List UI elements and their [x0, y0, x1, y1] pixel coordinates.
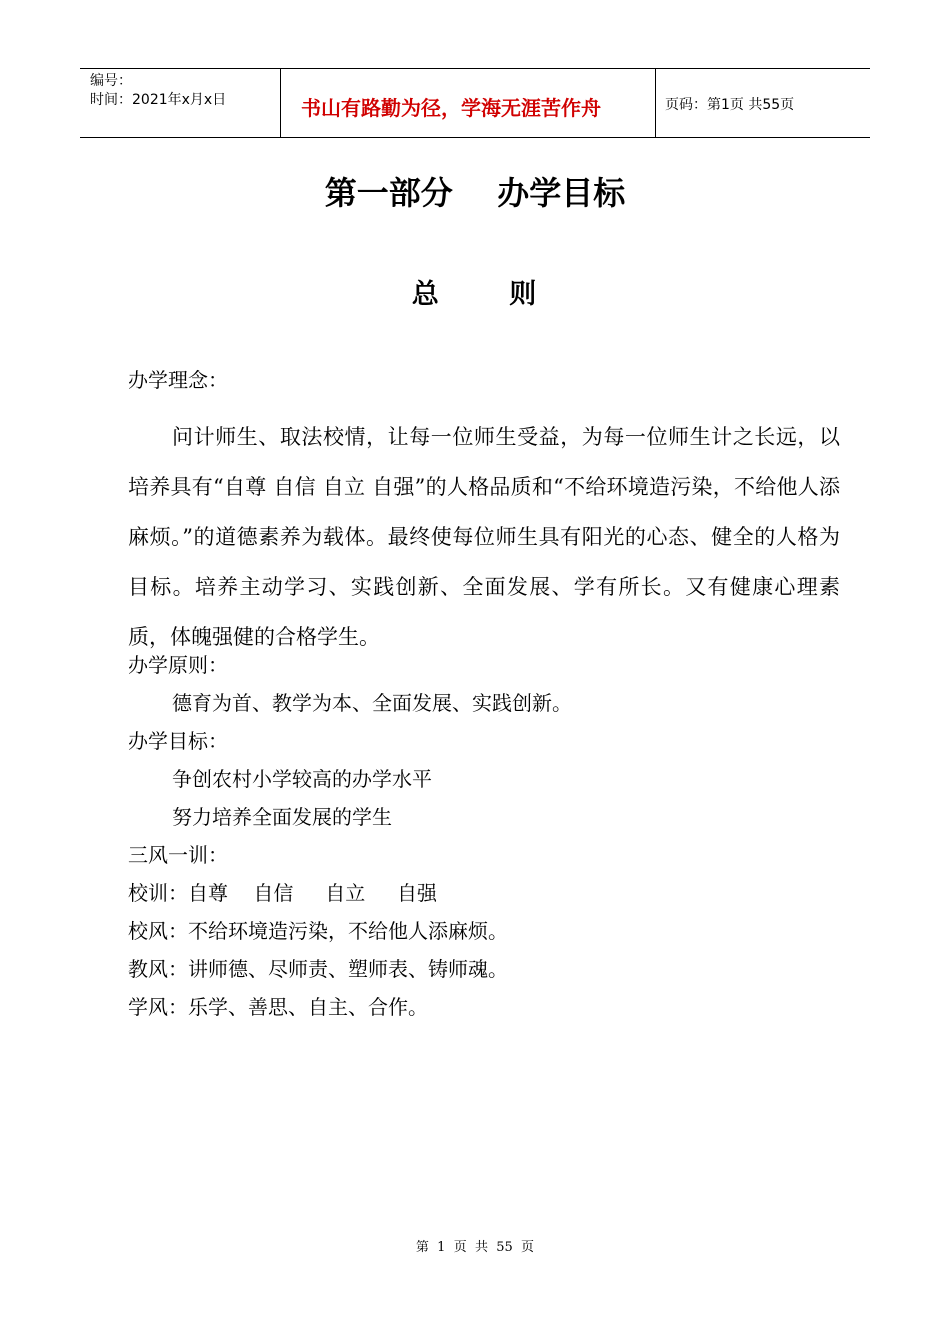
- header-page-info: 页码：第1页 共55页: [665, 97, 795, 113]
- header-table: [80, 68, 870, 138]
- section-subtitle: 总 则: [411, 279, 539, 310]
- philosophy-label: 办学理念：: [128, 368, 228, 392]
- time-label: 时间：2021年x月x日: [90, 92, 227, 108]
- goal-item-1: 争创农村小学较高的办学水平: [172, 767, 432, 791]
- header-motto-cell: [280, 69, 656, 137]
- goal-label: 办学目标：: [128, 729, 228, 753]
- principle-text: 德育为首、教学为本、全面发展、实践创新。: [172, 691, 572, 715]
- style-label: 三风一训：: [128, 843, 228, 867]
- school-style-line: 校风：不给环境造污染，不给他人添麻烦。: [128, 919, 508, 943]
- header-page-cell: [655, 69, 870, 137]
- header-motto: 书山有路勤为径，学海无涯苦作舟: [301, 96, 601, 120]
- page-footer: 第 1 页 共 55 页: [415, 1240, 535, 1255]
- goal-item-2: 努力培养全面发展的学生: [172, 805, 392, 829]
- teaching-style-line: 教风：讲师德、尽师责、塑师表、铸师魂。: [128, 957, 508, 981]
- philosophy-paragraph: 问计师生、取法校情，让每一位师生受益，为每一位师生计之长远，以培养具有“自尊 自信 自立 自强”的人格品质和“不给环境造污染，不给他人添麻烦。”的道德素养为载体。最终使每位师生具有阳光的心态、健全的人格为目标。培养主动学习、实践创新、全面发展、学有所长。又有健康心理素质，体魄强健的合格学生。: [128, 425, 840, 649]
- header-meta-cell: [80, 69, 280, 137]
- school-motto-line: 校训：自尊 自信 自立 自强: [128, 881, 438, 905]
- study-style-line: 学风：乐学、善思、自主、合作。: [128, 995, 428, 1019]
- page-title: 第一部分 办学目标: [324, 174, 626, 212]
- principle-label: 办学原则：: [128, 653, 228, 677]
- number-label: 编号：: [90, 73, 132, 89]
